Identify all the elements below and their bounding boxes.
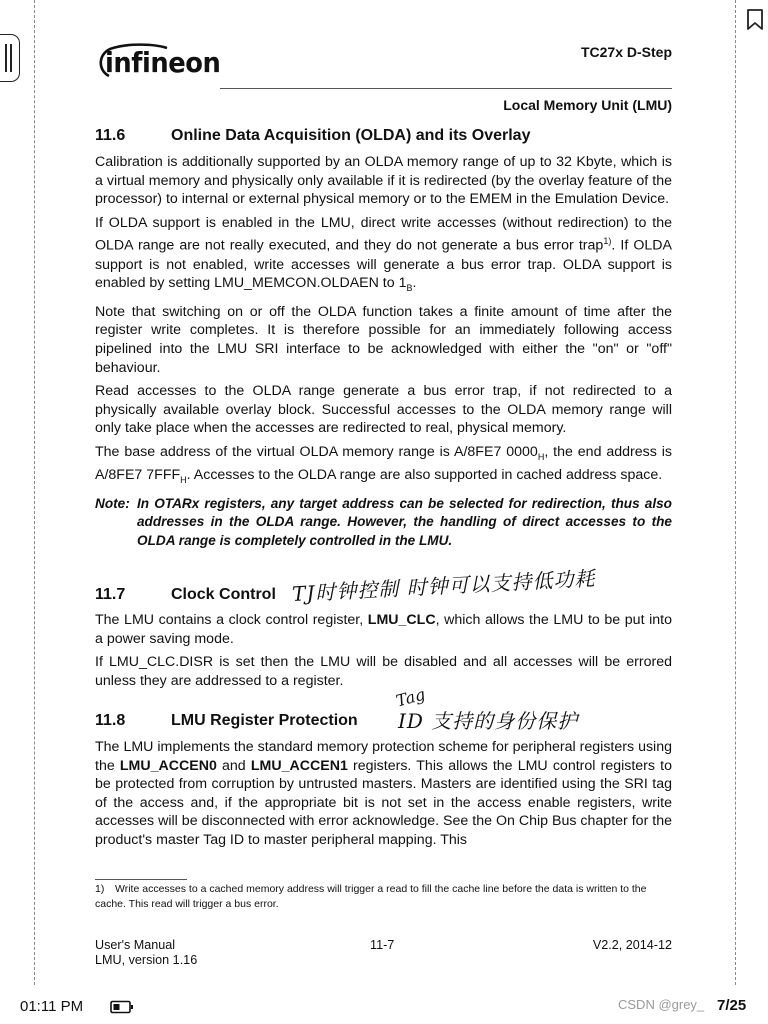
section-number: 11.8 — [95, 712, 126, 729]
text-run: . — [412, 275, 417, 292]
handwritten-annotation: ID 支持的身份保护 — [398, 709, 579, 733]
text-run: . Accesses to the OLDA range are also supported in cached address space. — [186, 467, 663, 484]
text-run: , the end address is A/8FE7 7FFF — [95, 443, 673, 484]
section-title: Clock Control — [171, 586, 276, 603]
paragraph — [95, 443, 672, 490]
text-run: The LMU implements the standard memory protection scheme for peripheral registers using the — [95, 739, 672, 774]
page-counter[interactable]: 7/25 — [717, 997, 747, 1014]
bookmark-icon[interactable] — [745, 8, 765, 32]
doc-title: TC27x D-Step — [580, 44, 672, 60]
section-number: 11.6 — [95, 127, 126, 144]
right-margin-guide — [735, 0, 736, 985]
paragraph: Note that switching on or off the OLDA function takes a finite amount of time after the register write completes. It is therefore possible for an immediately following access pipelined into the LMU SRI interface to be acknowledged with either the "on" or "off" behaviour. — [95, 303, 672, 376]
text-run: The LMU contains a clock control register, — [95, 612, 368, 628]
section-11-8-heading — [95, 712, 358, 730]
footnote-rule — [95, 879, 187, 880]
paragraph: If LMU_CLC.DISR is set then the LMU will be disabled and all accesses will be errored unless they are addressed to a register. — [95, 654, 672, 689]
section-title: Online Data Acquisition (OLDA) and its Overlay — [171, 127, 531, 144]
module-version: LMU, version 1.16 — [95, 953, 198, 967]
register-name: LMU_ACCEN0 — [119, 757, 217, 774]
handwritten-annotation-top: Tag — [394, 684, 428, 711]
footnote-ref[interactable]: 1) — [603, 236, 612, 247]
watermark: CSDN @grey_ — [618, 997, 705, 1012]
text-run: and — [216, 757, 251, 774]
note-label: Note: — [95, 495, 130, 511]
chapter-title: Local Memory Unit (LMU) — [503, 97, 672, 113]
section-11-7-heading — [95, 586, 276, 604]
logo-wordmark: infineon — [105, 46, 221, 79]
section-11-7-body — [95, 611, 672, 690]
paragraph — [95, 214, 672, 298]
paragraph: Calibration is additionally supported by an OLDA memory range of up to 32 Kbyte, which is a virtual memory and physically only available if it is redirected (by the overlay feature of the processor) to internal or external physical memory or to the EMEM in the Emulation Device. — [95, 154, 672, 208]
section-title: LMU Register Protection — [171, 712, 358, 729]
left-margin-guide — [34, 0, 35, 985]
note-text: In OTARx registers, any target address can be selected for redirection, thus also addresses in the OLDA range. However, the handling of direct accesses to the OLDA range is completely controlled in the LMU. — [137, 495, 672, 548]
text-run: , which allows the LMU to be put into a power saving mode. — [95, 612, 672, 647]
section-11-6-heading — [95, 127, 530, 145]
text-run: registers. This allows the LMU control registers to be protected from corruption by untrusted masters. Masters are identified using the SRI tag of the access and, if the appropriate bit is not set in the access enable registers, write accesses will be disconnected with error acknowledge. See the On Chip Bus chapter for the product's master Tag ID to master peripheral mapping. This — [95, 757, 672, 848]
handwritten-annotation: TJ时钟控制 时钟可以支持低功耗 — [291, 566, 597, 606]
footnote-marker: 1) — [95, 883, 105, 895]
side-menu-handle-icon[interactable] — [0, 34, 20, 82]
paragraph: Read accesses to the OLDA range generate a bus error trap, if not redirected to a physically available overlay block. Successful accesses to the OLDA memory range will only take place when the accesses are redirected to real, physical memory. — [95, 383, 672, 437]
infineon-logo — [95, 40, 220, 86]
register-name: LMU_CLC — [367, 612, 436, 628]
section-11-6-body — [95, 153, 672, 551]
text-run: The base address of the virtual OLDA memory range is A/8FE7 0000 — [95, 443, 538, 460]
manual-name: User's Manual — [95, 938, 176, 952]
battery-icon — [110, 1000, 134, 1014]
note-block — [95, 495, 672, 551]
paragraph — [95, 738, 672, 850]
register-name: LMU_ACCEN1 — [250, 757, 348, 774]
header-rule — [220, 88, 672, 89]
section-number: 11.7 — [95, 586, 126, 603]
subscript: H — [180, 475, 187, 486]
section-11-8-body — [95, 738, 672, 850]
text-run: . If OLDA support is not enabled, write accesses will generate a bus error trap. OLDA support is enabled by setting LMU_MEMCON.OLDAEN to 1 — [95, 238, 672, 292]
text-run: If OLDA support is enabled in the LMU, direct write accesses (without redirection) to the OLDA range are not really executed, and they do not generate a bus error trap — [95, 214, 672, 255]
footnote — [95, 882, 672, 912]
doc-version: V2.2, 2014-12 — [592, 938, 672, 952]
status-time: 01:11 PM — [20, 998, 84, 1015]
subscript: H — [537, 451, 545, 462]
footer-left — [95, 938, 197, 968]
subscript: B — [406, 283, 413, 294]
page-number: 11-7 — [370, 938, 395, 952]
paragraph — [95, 611, 672, 648]
footnote-text: Write accesses to a cached memory address will trigger a read to fill the cache line before the data is written to the cache. This read will trigger a bus error. — [95, 883, 647, 910]
